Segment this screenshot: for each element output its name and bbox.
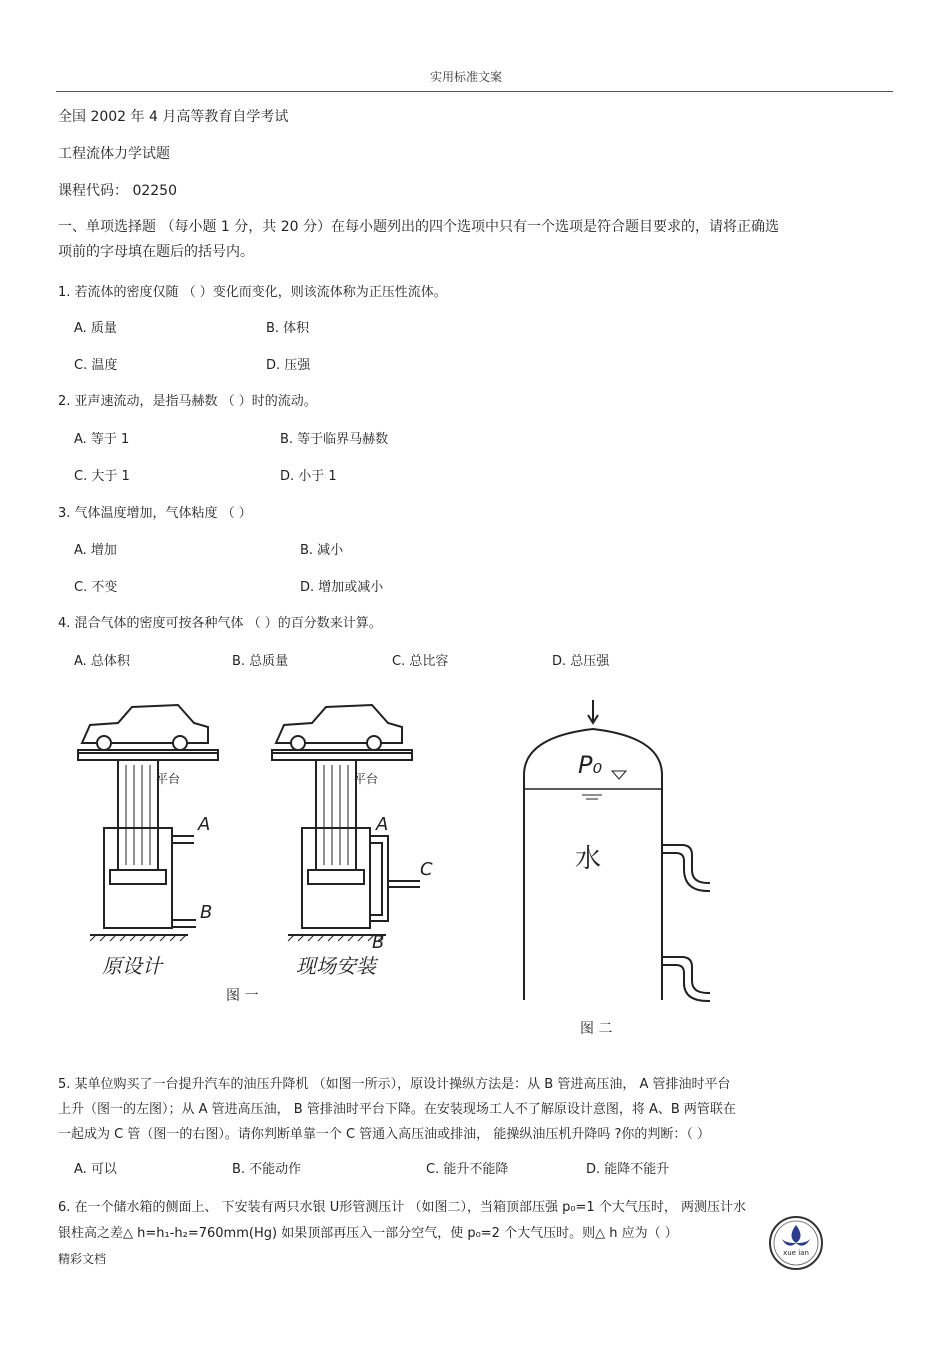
question-3-stem: 3. 气体温度增加，气体粘度 （ ）	[58, 506, 252, 521]
question-2-option-a: A. 等于 1	[74, 432, 130, 447]
question-3-option-a: A. 增加	[74, 543, 117, 558]
figures-illustration	[70, 695, 710, 1045]
platform-label-right: 平台	[354, 772, 379, 786]
header-rule	[56, 91, 893, 92]
question-1-stem: 1. 若流体的密度仅随 （ ）变化而变化，则该流体称为正压性流体。	[58, 285, 447, 300]
footer-label: 精彩文档	[58, 1252, 107, 1266]
car-right-drawing	[276, 705, 402, 750]
question-3-option-d: D. 增加或减小	[300, 580, 384, 595]
platform-left	[78, 750, 218, 760]
question-6-line-2: 银柱高之差△ h=h₁-h₂=760mm(Hg) 如果顶部再压入一部分空气，使 p₀=2 个大气压时。则△ h 应为（ ）	[58, 1226, 678, 1241]
question-4-option-b: B. 总质量	[232, 654, 289, 669]
water-label: 水	[575, 844, 602, 874]
question-1-option-a: A. 质量	[74, 321, 117, 336]
fig1-left-label-b: B	[200, 902, 213, 923]
fig1-left-label-a: A	[198, 814, 211, 835]
page-header-title: 实用标准文案	[430, 70, 503, 84]
watermark-logo	[768, 1215, 824, 1271]
figure-2-caption: 图 二	[580, 1021, 613, 1037]
course-code: 课程代码： 02250	[58, 183, 177, 199]
question-5-option-c: C. 能升不能降	[426, 1162, 509, 1177]
p0-label: P₀	[578, 751, 603, 779]
fig1-right-caption: 现场安装	[296, 954, 376, 978]
cylinder-left	[104, 828, 172, 928]
question-2-option-b: B. 等于临界马赫数	[280, 432, 389, 447]
question-5-option-d: D. 能降不能升	[586, 1162, 670, 1177]
question-1-option-d: D. 压强	[266, 358, 311, 373]
exam-subject: 工程流体力学试题	[58, 146, 170, 162]
question-2-option-d: D. 小于 1	[280, 469, 337, 484]
manometer-upper	[662, 815, 710, 883]
question-5-option-b: B. 不能动作	[232, 1162, 302, 1177]
fig1-right-label-a: A	[376, 814, 389, 835]
platform-label-left: 平台	[156, 772, 181, 786]
question-4-option-d: D. 总压强	[552, 654, 610, 669]
question-5-line-3: 一起成为 C 管（图一的右图）。请你判断单靠一个 C 管通入高压油或排油， 能操纵油压机升降吗 ?你的判断：（ ）	[58, 1127, 710, 1142]
question-6-line-1: 6. 在一个储水箱的侧面上、 下安装有两只水银 U形管测压计 （如图二），当箱顶部压强 p₀=1 个大气压时， 两测压计水	[58, 1200, 746, 1215]
question-4-stem: 4. 混合气体的密度可按各种气体 （ ）的百分数来计算。	[58, 616, 382, 631]
question-4-option-c: C. 总比容	[392, 654, 449, 669]
question-2-option-c: C. 大于 1	[74, 469, 130, 484]
question-3-option-c: C. 不变	[74, 580, 118, 595]
piston-left	[118, 760, 158, 870]
question-1-option-c: C. 温度	[74, 358, 118, 373]
question-1-option-b: B. 体积	[266, 321, 310, 336]
piston-head-left	[110, 870, 166, 884]
fig1-right-label-c: C	[420, 859, 433, 880]
fig1-left-caption: 原设计	[102, 954, 162, 978]
question-5-option-a: A. 可以	[74, 1162, 117, 1177]
question-3-option-b: B. 减小	[300, 543, 344, 558]
logo-text: xue ian	[783, 1249, 809, 1257]
piston-head-right	[308, 870, 364, 884]
fig1-right-label-b: B	[372, 932, 385, 953]
car-left-drawing	[82, 705, 208, 750]
figure-1-caption: 图 一	[226, 988, 259, 1004]
exam-title: 全国 2002 年 4 月高等教育自学考试	[58, 109, 289, 125]
section-instructions: 一、单项选择题 （每小题 1 分，共 20 分）在每小题列出的四个选项中只有一个选项是符合题目要求的，请将正确选	[58, 219, 779, 235]
question-2-stem: 2. 亚声速流动，是指马赫数 （ ）时的流动。	[58, 394, 317, 409]
cylinder-right	[302, 828, 370, 928]
platform-right	[272, 750, 412, 760]
piston-right	[316, 760, 356, 870]
question-5-line-1: 5. 某单位购买了一台提升汽车的油压升降机 （如图一所示），原设计操纵方法是：从 B 管进高压油， A 管排油时平台	[58, 1077, 731, 1092]
section-instructions-cont: 项前的字母填在题后的括号内。	[58, 244, 254, 260]
question-4-option-a: A. 总体积	[74, 654, 130, 669]
question-5-line-2: 上升（图一的左图）；从 A 管进高压油， B 管排油时平台下降。在安装现场工人不了解原设计意图，将 A、B 两管联在	[58, 1102, 736, 1117]
manometer-lower	[662, 921, 710, 993]
